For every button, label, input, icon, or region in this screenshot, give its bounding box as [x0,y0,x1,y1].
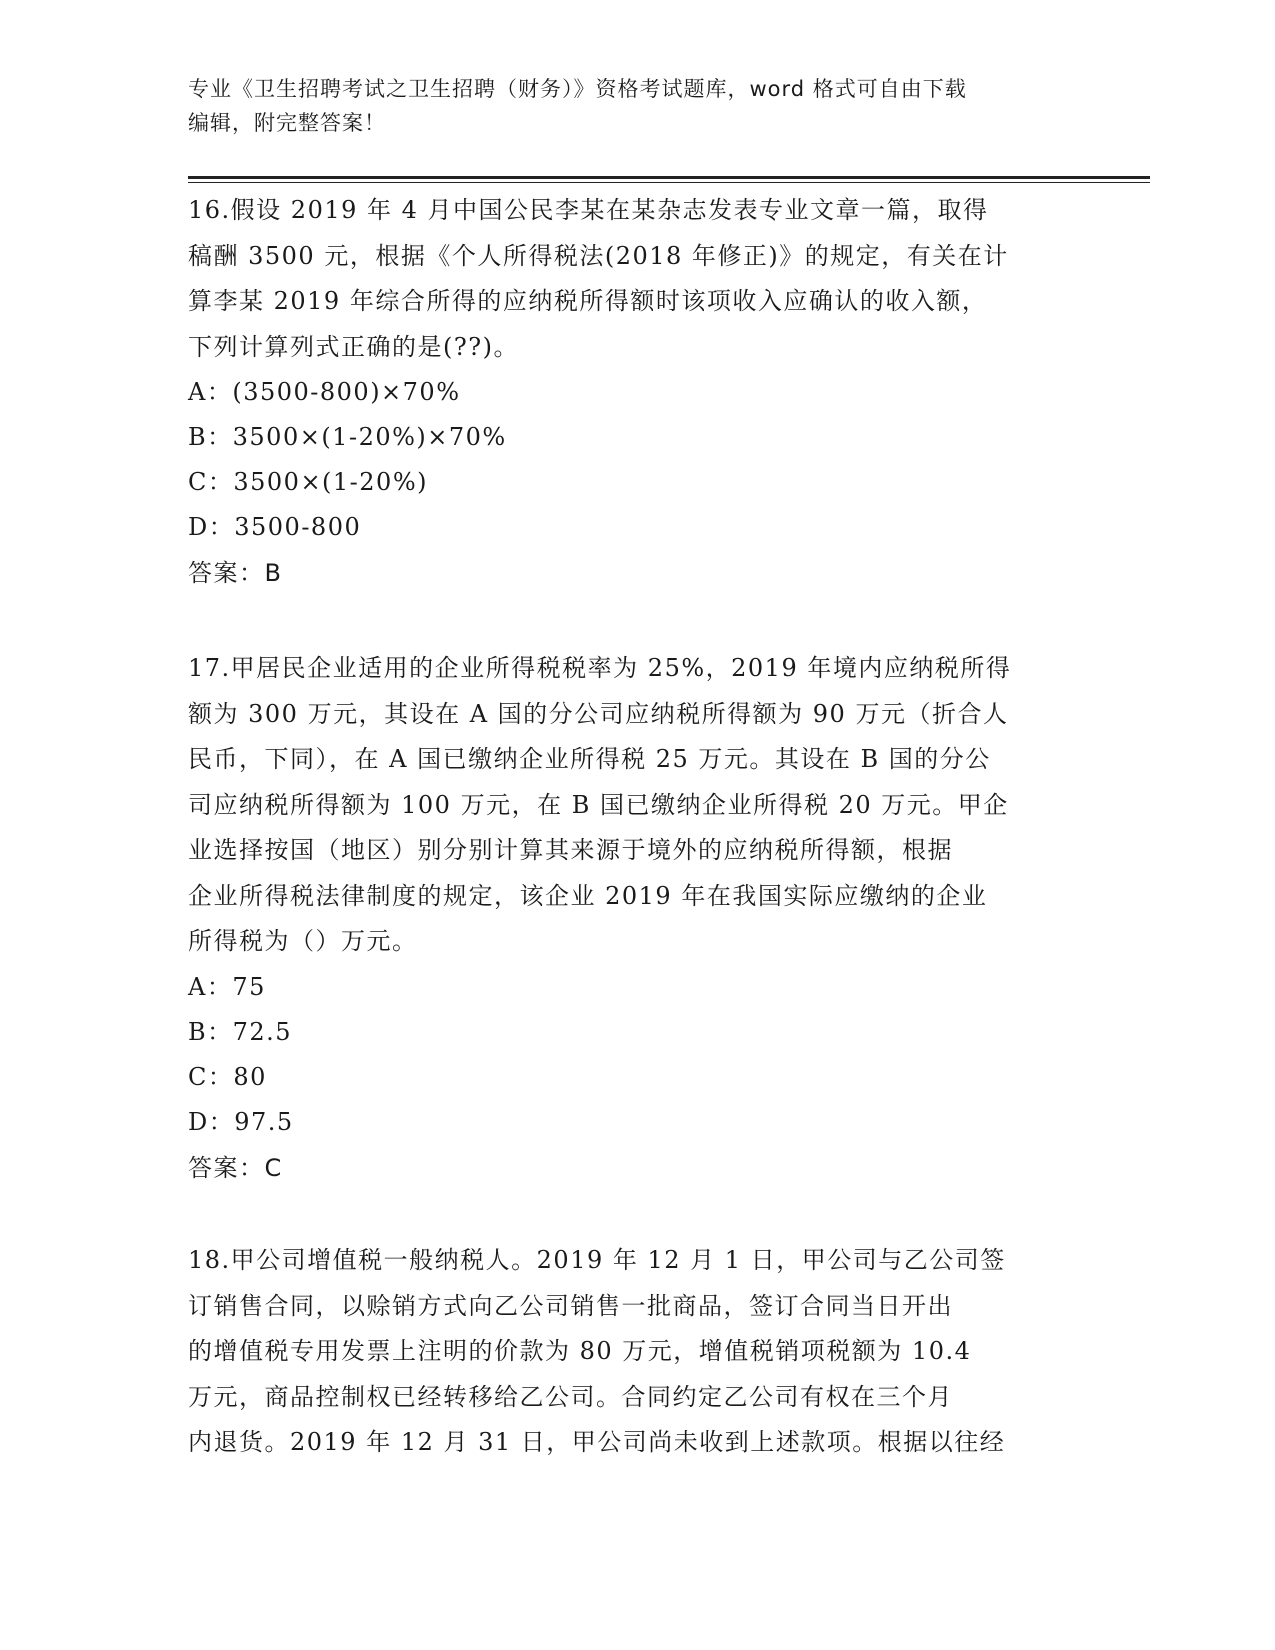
option-d: D：97.5 [188,1107,294,1136]
question-text-line: 17.甲居民企业适用的企业所得税税率为 25%，2019 年境内应纳税所得 [188,654,1012,682]
answer-label: 答案：B [188,559,283,587]
option-c: C：3500×(1-20%) [188,468,428,496]
question-text-line: 下列计算列式正确的是(??)。 [188,332,519,361]
header-divider-thick [188,176,1150,179]
question-text-line: 算李某 2019 年综合所得的应纳税所得额时该项收入应确认的收入额， [188,287,988,315]
option-a: A：75 [188,972,266,1001]
question-16 [188,188,1088,596]
option-b: B：72.5 [188,1017,293,1046]
question-text-line: 司应纳税所得额为 100 万元，在 B 国已缴纳企业所得税 20 万元。甲企 [188,790,1009,819]
option-b: B：3500×(1-20%)×70% [188,423,507,451]
question-text-line: 的增值税专用发票上注明的价款为 80 万元，增值税销项税额为 10.4 [188,1337,972,1365]
option-a: A：(3500-800)×70% [188,378,461,406]
question-18 [188,1238,1088,1466]
header-divider-thin [188,182,1150,183]
header-line: 编辑，附完整答案！ [188,111,386,135]
header-line: 专业《卫生招聘考试之卫生招聘（财务）》资格考试题库，word 格式可自由下载 [188,77,967,101]
question-text-line: 订销售合同，以赊销方式向乙公司销售一批商品，签订合同当日开出 [188,1291,953,1320]
question-text-line: 稿酬 3500 元，根据《个人所得税法(2018 年修正)》的规定，有关在计 [188,241,1009,270]
question-17 [188,646,1088,1191]
option-c: C：80 [188,1062,267,1091]
option-d: D：3500-800 [188,513,362,541]
question-text-line: 内退货。2019 年 12 月 31 日，甲公司尚未收到上述款项。根据以往经 [188,1428,1006,1456]
question-text-line: 企业所得税法律制度的规定，该企业 2019 年在我国实际应缴纳的企业 [188,881,988,910]
question-text-line: 所得税为（）万元。 [188,927,418,955]
question-text-line: 18.甲公司增值税一般纳税人。2019 年 12 月 1 日，甲公司与乙公司签 [188,1246,1006,1274]
question-text-line: 万元，商品控制权已经转移给乙公司。合同约定乙公司有权在三个月 [188,1382,953,1411]
question-text-line: 民币，下同），在 A 国已缴纳企业所得税 25 万元。其设在 B 国的分公 [188,745,991,773]
question-text-line: 业选择按国（地区）别分别计算其来源于境外的应纳税所得额，根据 [188,836,953,864]
question-text-line: 额为 300 万元，其设在 A 国的分公司应纳税所得额为 90 万元（折合人 [188,699,1009,728]
question-text-line: 16.假设 2019 年 4 月中国公民李某在某杂志发表专业文章一篇，取得 [188,196,989,224]
document-header [188,72,1068,140]
answer-label: 答案：C [188,1153,283,1182]
